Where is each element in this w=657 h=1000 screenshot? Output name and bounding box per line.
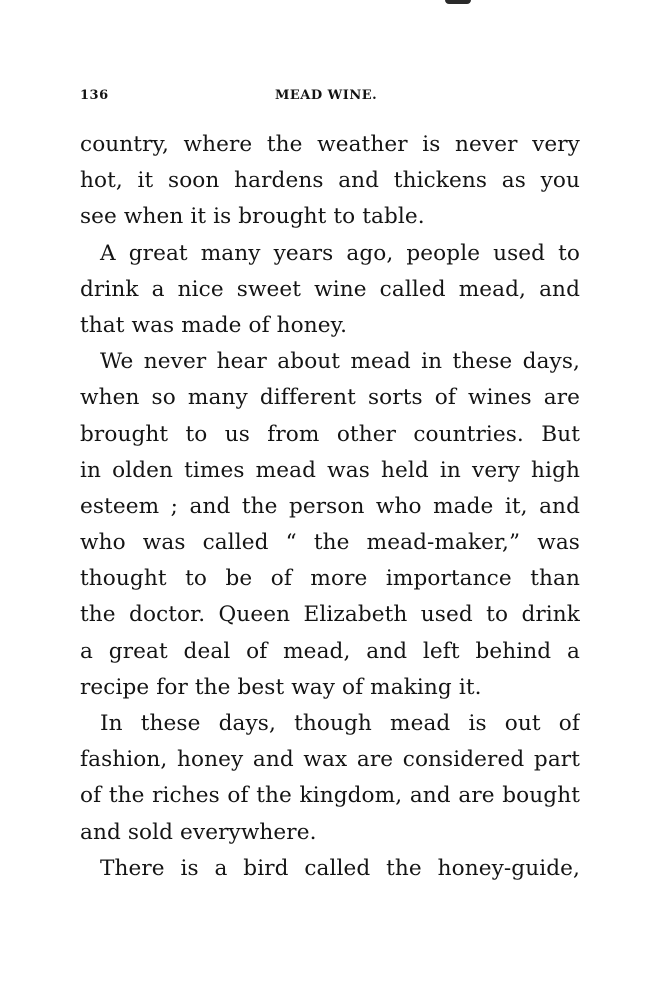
body-text xyxy=(80,127,580,887)
text-line: fashion, honey and wax are considered part xyxy=(80,747,580,773)
text-line: when so many different sorts of wines are xyxy=(80,385,580,411)
text-line: in olden times mead was held in very high xyxy=(80,457,580,483)
text-line: brought to us from other countries. But xyxy=(80,421,580,447)
page-number: 136 xyxy=(80,88,109,103)
text-line: and sold everywhere. xyxy=(80,819,317,845)
text-line: hot, it soon hardens and thickens as you xyxy=(80,168,580,194)
text-line: A great many years ago, people used to xyxy=(100,240,580,266)
text-line: see when it is brought to table. xyxy=(80,204,425,230)
text-line: who was called “ the mead-maker,” was xyxy=(80,530,580,556)
text-line: thought to be of more importance than xyxy=(80,566,580,592)
text-line: the doctor. Queen Elizabeth used to drink xyxy=(80,602,580,628)
text-line: There is a bird called the honey-guide, xyxy=(100,855,580,881)
text-line: a great deal of mead, and left behind a xyxy=(80,638,580,664)
text-line: that was made of honey. xyxy=(80,312,348,338)
page-header xyxy=(80,88,580,108)
text-line: of the riches of the kingdom, and are bought xyxy=(80,783,580,809)
text-line: We never hear about mead in these days, xyxy=(100,349,580,375)
text-line: In these days, though mead is out of xyxy=(100,711,580,736)
text-line: esteem ; and the person who made it, and xyxy=(80,493,580,519)
top-ink-mark xyxy=(445,0,471,4)
text-line: recipe for the best way of making it. xyxy=(80,674,482,700)
text-line: drink a nice sweet wine called mead, and xyxy=(80,276,580,302)
running-head: MEAD WINE. xyxy=(275,88,378,103)
text-line: country, where the weather is never very xyxy=(80,132,580,157)
